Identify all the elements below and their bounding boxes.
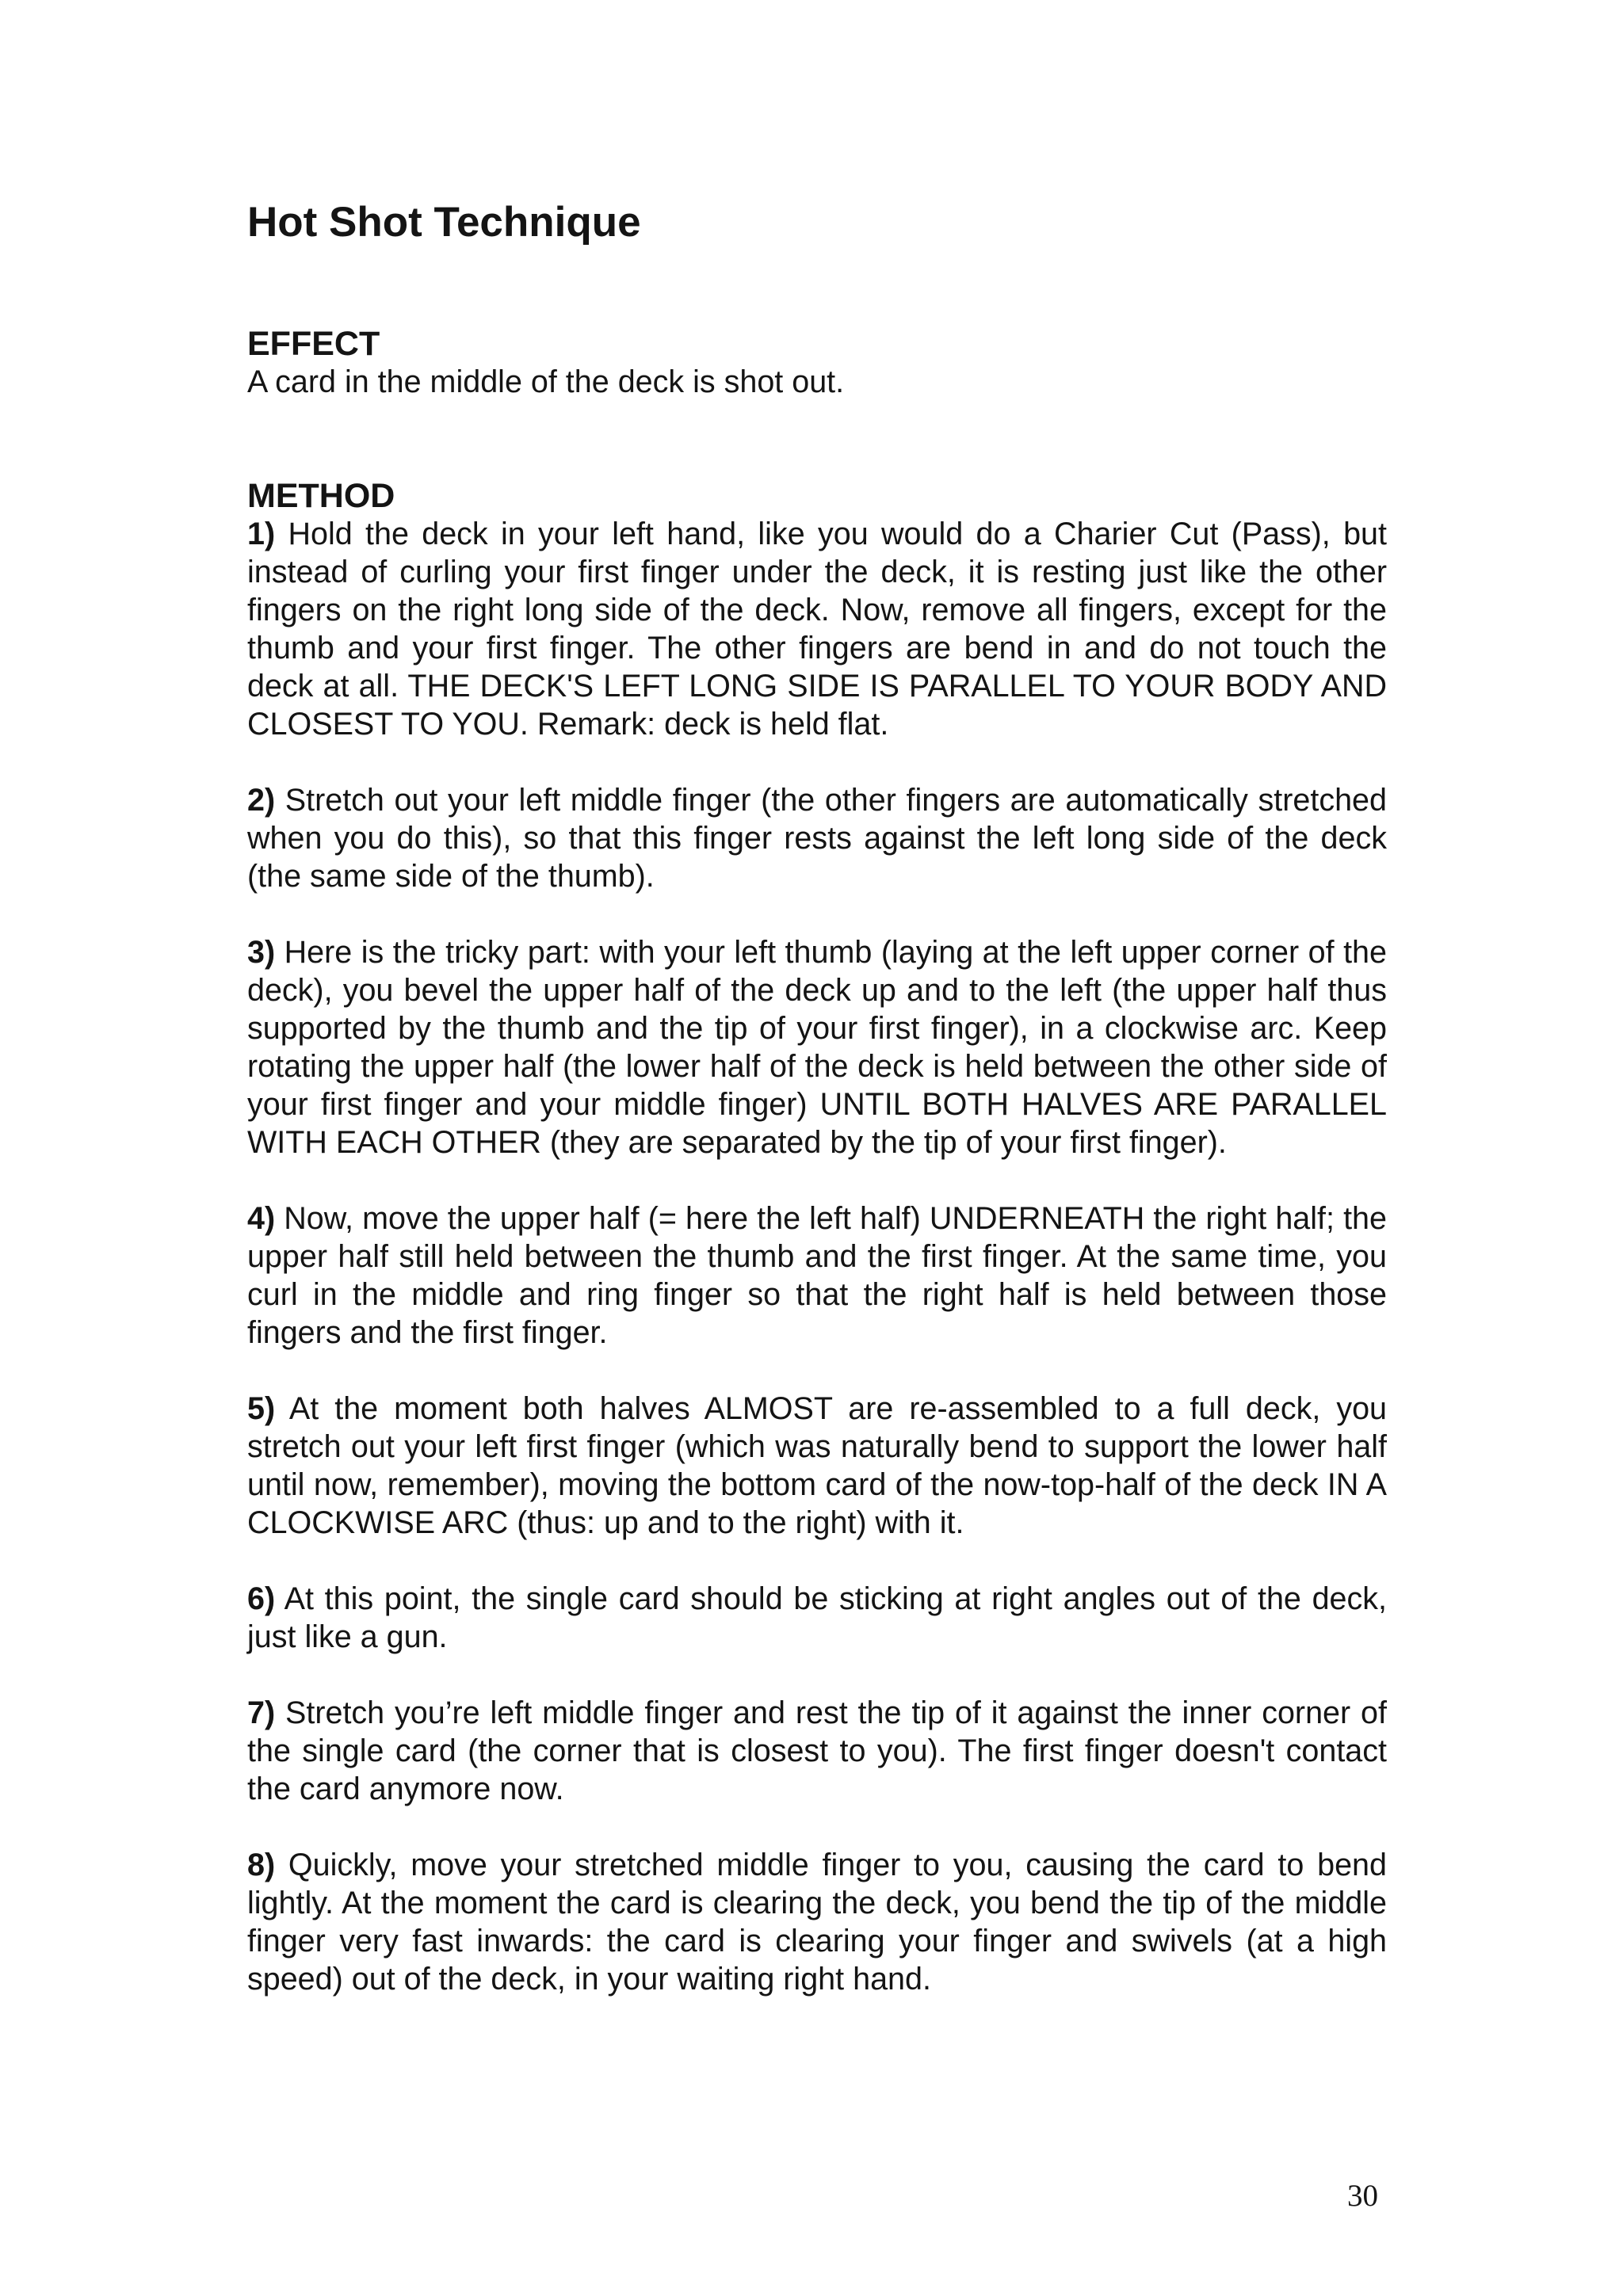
effect-section [247, 325, 1387, 401]
step-text: Stretch out your left middle finger (the other fingers are automatically stretched when you do this), so that this finger rests against the left long side of the deck (the same side of the thumb). [247, 783, 1387, 894]
method-step-7 [247, 1694, 1387, 1808]
step-text: Here is the tricky part: with your left thumb (laying at the left upper corner of the deck), you bevel the upper half of the deck up and to the left (the upper half thus supported by the thumb and the tip of your first finger), in a clockwise arc. Keep rotating the upper half (the lower half of the deck is held between the other side of your first finger and your middle finger) UNTIL BOTH HALVES ARE PARALLEL WITH EACH OTHER (they are separated by the tip of your first finger). [247, 935, 1387, 1160]
effect-text: A card in the middle of the deck is shot out. [247, 364, 845, 399]
method-step-4 [247, 1199, 1387, 1352]
step-number: 2) [247, 783, 276, 818]
step-text: Now, move the upper half (= here the left half) UNDERNEATH the right half; the upper half still held between the thumb and the first finger. At the same time, you curl in the middle and ring finger so that the right half is held between those fingers and the first finger. [247, 1201, 1387, 1350]
step-number: 5) [247, 1391, 276, 1426]
step-text: Quickly, move your stretched middle finger to you, causing the card to bend lightly. At the moment the card is clearing the deck, you bend the tip of the middle finger very fast inwards: the card is clearing your finger and swivels (at a high speed) out of the deck, in your waiting right hand. [247, 1848, 1387, 1997]
method-step-5 [247, 1390, 1387, 1542]
method-step-8 [247, 1846, 1387, 1998]
method-section [247, 477, 1387, 2036]
page-number: 30 [1347, 2179, 1378, 2213]
method-step-2 [247, 781, 1387, 895]
step-number: 7) [247, 1695, 276, 1730]
effect-heading: EFFECT [247, 325, 380, 363]
method-heading: METHOD [247, 477, 395, 515]
method-step-6 [247, 1580, 1387, 1656]
step-text: At this point, the single card should be sticking at right angles out of the deck, just like a gun. [247, 1581, 1388, 1654]
step-number: 8) [247, 1848, 276, 1882]
method-step-3 [247, 933, 1387, 1161]
step-number: 4) [247, 1201, 276, 1236]
page-title: Hot Shot Technique [247, 199, 641, 246]
method-step-1 [247, 515, 1387, 743]
step-number: 1) [247, 517, 276, 551]
step-text: Stretch you’re left middle finger and rest the tip of it against the inner corner of the single card (the corner that is closest to you). The first finger doesn't contact the card anymore now. [247, 1695, 1387, 1806]
step-text: At the moment both halves ALMOST are re-assembled to a full deck, you stretch out your left first finger (which was naturally bend to support the lower half until now, remember), moving the bottom card of the now-top-half of the deck IN A CLOCKWISE ARC (thus: up and to the right) with it. [247, 1391, 1387, 1540]
step-number: 3) [247, 935, 276, 970]
step-text: Hold the deck in your left hand, like you would do a Charier Cut (Pass), but instead of curling your first finger under the deck, it is resting just like the other fingers on the right long side of the deck. Now, remove all fingers, except for the thumb and your first finger. The other fingers are bend in and do not touch the deck at all. THE DECK'S LEFT LONG SIDE IS PARALLEL TO YOUR BODY AND CLOSEST TO YOU. Remark: deck is held flat. [247, 517, 1387, 742]
step-number: 6) [247, 1581, 276, 1616]
